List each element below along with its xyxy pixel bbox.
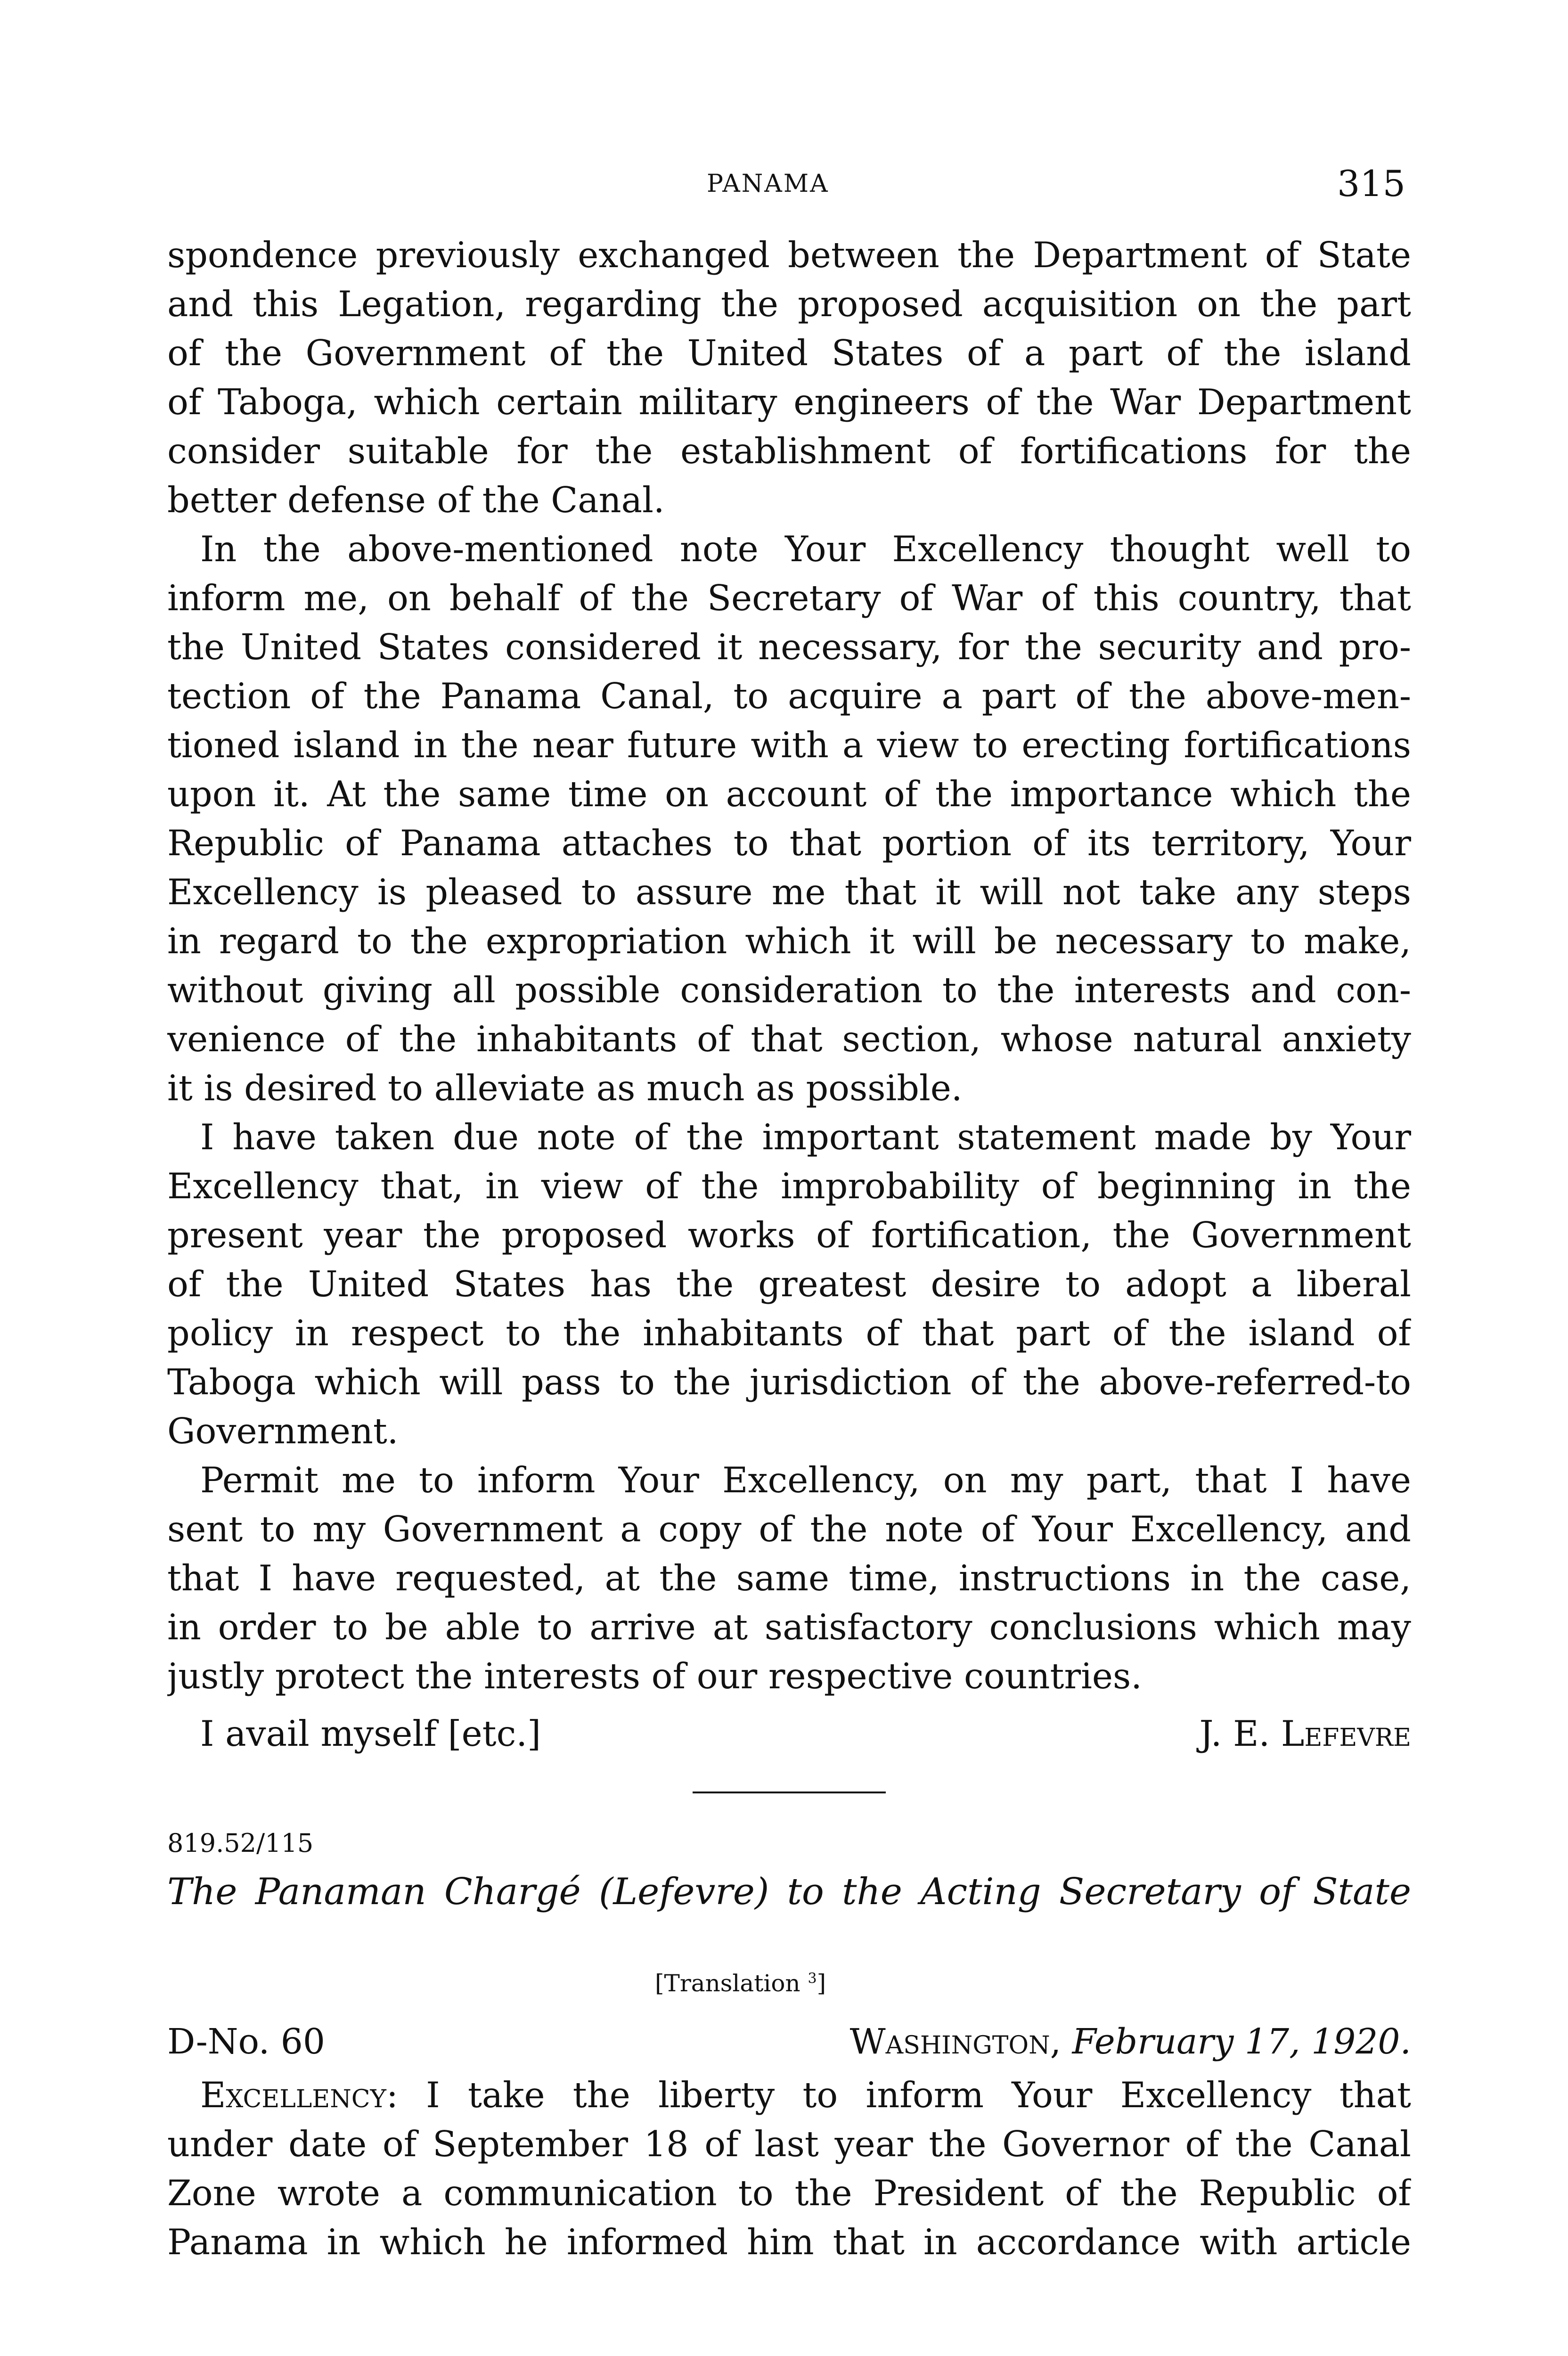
text-line: Republic of Panama attaches to that portion of its territory, Your [167, 823, 1411, 864]
running-head: PANAMA [707, 170, 829, 198]
text-line: without giving all possible consideration to the interests and con- [167, 970, 1411, 1011]
letter-body [167, 2071, 1411, 2267]
text-line: tection of the Panama Canal, to acquire a part of the above-men- [167, 676, 1411, 717]
text-line: Excellency that, in view of the improbability of beginning in the [167, 1166, 1411, 1207]
text-line: of Taboga, which certain military engineers of the War Department [167, 382, 1411, 423]
body-text [167, 231, 1411, 1701]
translation-note-text: [Translation [655, 1970, 800, 1997]
section-divider [693, 1792, 886, 1793]
translation-note [655, 1970, 826, 1997]
text-line: spondence previously exchanged between the Department of State [167, 235, 1411, 276]
text-line: that I have requested, at the same time, instructions in the case, [167, 1558, 1411, 1599]
text-line: justly protect the interests of our respective countries. [167, 1656, 1142, 1697]
text-line: sent to my Government a copy of the note of Your Excellency, and [167, 1509, 1411, 1550]
text-line: Excellency is pleased to assure me that it will not take any steps [167, 872, 1411, 913]
text-line: upon it. At the same time on account of the importance which the [167, 774, 1411, 815]
text-line: and this Legation, regarding the proposed acquisition on the part [167, 284, 1411, 325]
translation-note-close: ] [817, 1970, 826, 1997]
text-line: Government. [167, 1411, 399, 1452]
text-line: Taboga which will pass to the jurisdiction of the above-referred-to [167, 1362, 1411, 1403]
text-line: policy in respect to the inhabitants of that part of the island of [167, 1313, 1411, 1354]
dateline-date: February 17, 1920. [1072, 2021, 1411, 2062]
file-number: 819.52/115 [167, 1828, 314, 1858]
dateline-place: Washington, [849, 2021, 1062, 2062]
text-line: the United States considered it necessary, for the security and pro- [167, 627, 1411, 668]
dateline [850, 2021, 1411, 2062]
salutation: Excellency [200, 2075, 386, 2116]
text-line: Panama in which he informed him that in accordance with article [167, 2222, 1411, 2263]
text-line: Permit me to inform Your Excellency, on my part, that I have [200, 1460, 1411, 1501]
text-line: tioned island in the near future with a view to erecting fortifications [167, 725, 1411, 766]
text-line: present year the proposed works of fortification, the Government [167, 1215, 1411, 1256]
text-line: inform me, on behalf of the Secretary of War of this country, that [167, 578, 1411, 619]
text-line: of the United States has the greatest desire to adopt a liberal [167, 1264, 1411, 1305]
document-title: The Panaman Chargé (Lefevre) to the Acting Secretary of State [167, 1871, 1411, 1913]
text-line: in regard to the expropriation which it will be necessary to make, [167, 921, 1411, 962]
text-line: Zone wrote a communication to the President of the Republic of [167, 2173, 1411, 2214]
text-line: in order to be able to arrive at satisfactory conclusions which may [167, 1607, 1411, 1648]
footnote-ref: 3 [808, 1970, 817, 1987]
page-number: 315 [1337, 163, 1405, 205]
document-reference: D-No. 60 [167, 2021, 325, 2062]
text-line: In the above-mentioned note Your Excellency thought well to [200, 529, 1411, 570]
signature: J. E. Lefevre [1199, 1713, 1411, 1754]
text-fragment: : I take the liberty to inform Your Excellency that [386, 2075, 1411, 2116]
closing-formula: I avail myself [etc.] [200, 1713, 541, 1754]
text-line: it is desired to alleviate as much as possible. [167, 1068, 963, 1109]
text-line: better defense of the Canal. [167, 480, 665, 521]
text-line: of the Government of the United States of a part of the island [167, 333, 1411, 374]
text-line: consider suitable for the establishment of fortifications for the [167, 431, 1411, 472]
text-line [167, 2071, 1411, 2120]
text-line: I have taken due note of the important statement made by Your [200, 1117, 1411, 1158]
text-line: under date of September 18 of last year the Governor of the Canal [167, 2124, 1411, 2165]
closing-row [200, 1710, 1411, 1759]
text-line: venience of the inhabitants of that section, whose natural anxiety [167, 1019, 1411, 1060]
